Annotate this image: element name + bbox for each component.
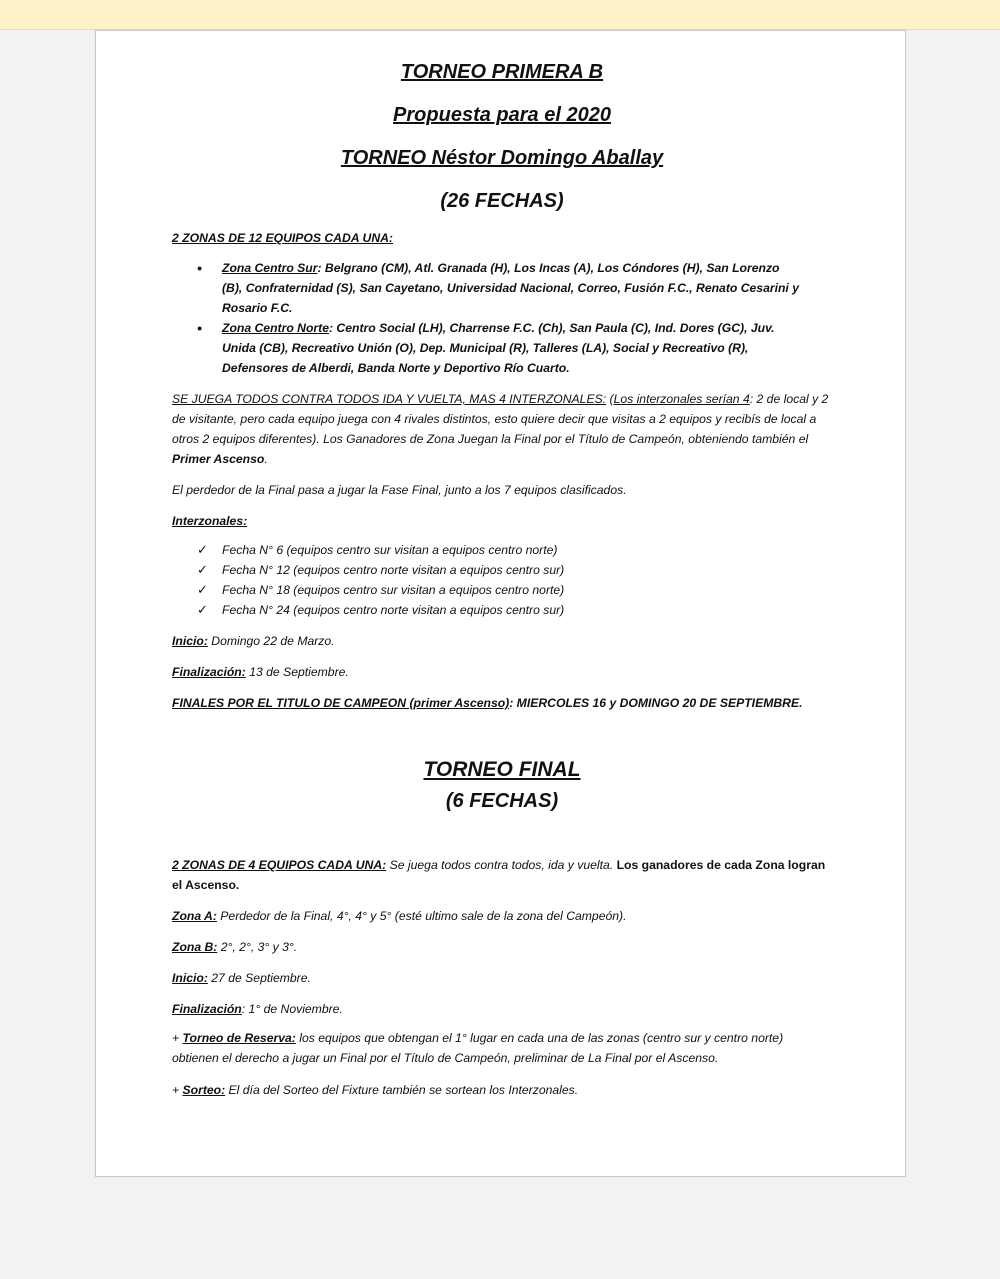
zone-centro-norte	[222, 318, 802, 378]
format-text-end: .	[264, 452, 268, 466]
title-torneo-final: TORNEO FINAL	[423, 758, 581, 781]
final-zones-ascenso: Los ganadores de cada Zona logran el Ascenso.	[172, 858, 826, 892]
title-torneo-aballay: TORNEO Néstor Domingo Aballay	[340, 147, 664, 169]
finalizacion-line	[172, 662, 832, 682]
reserva-paragraph	[172, 1028, 832, 1068]
interzonales-heading: Interzonales:	[172, 514, 248, 528]
inicio-label: Inicio:	[172, 634, 208, 648]
zona-a-line	[172, 906, 832, 926]
zone-teams: : Centro Social (LH), Charrense F.C. (Ch), San Paula (C), Ind. Dores (GC), Juv. Unida (CB), Recreativo Unión (O), Dep. Municipal (R), Talleres (LA), Social y Recreativo (R), Defensores de Alberdi, Banda Norte y Deportivo Río Cuarto.	[222, 321, 775, 375]
check-icon: ✓	[197, 602, 208, 617]
interzonal-text: Fecha N° 12 (equipos centro norte visitan a equipos centro sur)	[222, 563, 565, 577]
final-zones-paragraph	[172, 855, 832, 895]
title-propuesta: Propuesta para el 2020	[393, 104, 611, 126]
reserva-text: los equipos que obtengan el 1° lugar en cada una de las zonas (centro sur y centro norte) obtienen el derecho a jugar un Final por el Título de Campeón, preliminar de La Final por el Ascenso.	[172, 1031, 784, 1065]
final-zones-label: 2 ZONAS DE 4 EQUIPOS CADA UNA:	[172, 858, 387, 872]
document-page	[95, 30, 906, 1177]
title-final-fechas: (6 FECHAS)	[445, 790, 559, 812]
sorteo-line	[172, 1080, 832, 1100]
zone-label: Zona Centro Sur	[222, 261, 318, 275]
top-bar	[0, 0, 1000, 30]
finales-value: : MIERCOLES 16 y DOMINGO 20 DE SEPTIEMBRE.	[509, 696, 803, 710]
finalizacion-label: Finalización:	[172, 665, 246, 679]
zone-teams: : Belgrano (CM), Atl. Granada (H), Los Incas (A), Los Cóndores (H), San Lorenzo (B), Confraternidad (S), San Cayetano, Universidad Nacional, Correo, Fusión F.C., Renato Cesarini y Rosario F.C.	[222, 261, 799, 315]
interzonal-item	[197, 580, 802, 600]
zona-b-line	[172, 937, 832, 957]
reserva-label: Torneo de Reserva:	[182, 1031, 296, 1045]
plus-sign: +	[172, 1031, 183, 1045]
inicio2-label: Inicio:	[172, 971, 208, 985]
interzonal-text: Fecha N° 24 (equipos centro norte visitan a equipos centro sur)	[222, 603, 565, 617]
finales-line	[172, 693, 832, 713]
check-icon: ✓	[197, 562, 208, 577]
interzonal-item	[197, 540, 802, 560]
zones-heading: 2 ZONAS DE 12 EQUIPOS CADA UNA:	[172, 231, 393, 245]
inicio2-line	[172, 968, 832, 988]
final-zones-text: Se juega todos contra todos, ida y vuelta.	[386, 858, 617, 872]
zona-a-text: Perdedor de la Final, 4°, 4° y 5° (esté ultimo sale de la zona del Campeón).	[216, 909, 627, 923]
zona-a-label: Zona A:	[172, 909, 217, 923]
inicio-value: Domingo 22 de Marzo.	[207, 634, 335, 648]
format-heading: SE JUEGA TODOS CONTRA TODOS IDA Y VUELTA, MAS 4 INTERZONALES:	[172, 392, 607, 406]
plus-sign: +	[172, 1083, 183, 1097]
finalizacion-value: 13 de Septiembre.	[245, 665, 349, 679]
interzonal-text: Fecha N° 6 (equipos centro sur visitan a equipos centro norte)	[222, 543, 558, 557]
inicio2-value: 27 de Septiembre.	[207, 971, 311, 985]
check-icon: ✓	[197, 542, 208, 557]
title-fechas: (26 FECHAS)	[440, 190, 564, 212]
zone-centro-sur	[222, 258, 802, 318]
format-text-a: (	[606, 392, 614, 406]
interzonal-text: Fecha N° 18 (equipos centro sur visitan a equipos centro norte)	[222, 583, 565, 597]
title-torneo-primera-b: TORNEO PRIMERA B	[400, 61, 604, 83]
format-paragraph	[172, 389, 832, 469]
zona-b-text: 2°, 2°, 3° y 3°.	[217, 940, 298, 954]
sorteo-label: Sorteo:	[182, 1083, 226, 1097]
finalizacion2-line	[172, 999, 832, 1019]
loser-paragraph: El perdedor de la Final pasa a jugar la Fase Final, junto a los 7 equipos clasificados.	[172, 483, 627, 497]
zone-label: Zona Centro Norte	[222, 321, 329, 335]
interzonal-item	[197, 560, 802, 580]
finalizacion2-value: : 1° de Noviembre.	[241, 1002, 343, 1016]
finalizacion2-label: Finalización	[172, 1002, 242, 1016]
inicio-line	[172, 631, 832, 651]
zona-b-label: Zona B:	[172, 940, 218, 954]
primer-ascenso: Primer Ascenso	[172, 452, 265, 466]
check-icon: ✓	[197, 582, 208, 597]
sorteo-text: El día del Sorteo del Fixture también se sortean los Interzonales.	[225, 1083, 579, 1097]
format-text-b: : 2 de local y 2 de visitante, pero cada equipo juega con 4 rivales distintos, esto quiere decir que visitas a 2 equipos y recibís de local a otros 2 equipos diferentes). Los Ganadores de Zona Juegan la Final por el Título de Campeón, obteniendo también el	[172, 392, 829, 446]
interzonales-count: Los interzonales serían 4	[613, 392, 750, 406]
interzonal-item	[197, 600, 802, 620]
finales-label: FINALES POR EL TITULO DE CAMPEON (primer Ascenso)	[172, 696, 510, 710]
